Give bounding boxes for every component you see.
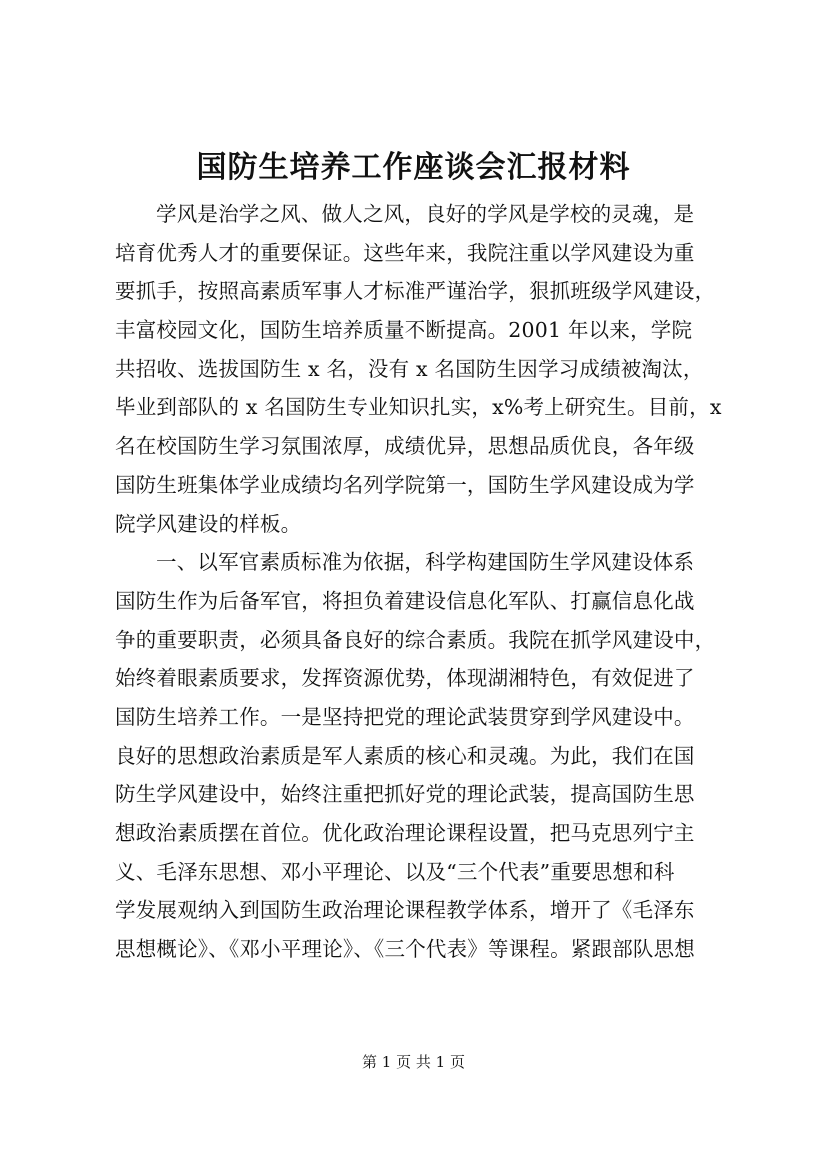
body-line: 思想概论》、《邓小平理论》、《三个代表》等课程。紧跟部队思想 — [115, 937, 695, 962]
body-line: 学发展观纳入到国防生政治理论课程教学体系，增开了《毛泽东 — [115, 898, 695, 923]
body-line: 防生学风建设中，始终注重把抓好党的理论武装，提高国防生思 — [115, 782, 695, 807]
body-line: 国防生班集体学业成绩均名列学院第一，国防生学风建设成为学 — [115, 472, 695, 497]
body-line: 丰富校园文化，国防生培养质量不断提高。2001 年以来，学院 — [115, 318, 693, 343]
section-heading: 一、以军官素质标准为依据，科学构建国防生学风建设体系 — [156, 550, 695, 575]
body-line: 义、毛泽东思想、邓小平理论、以及“三个代表”重要思想和科 — [115, 859, 675, 884]
body-line: 院学风建设的样板。 — [115, 511, 302, 536]
body-line: 培育优秀人才的重要保证。这些年来，我院注重以学风建设为重 — [115, 240, 695, 265]
body-line: 国防生作为后备军官，将担负着建设信息化军队、打赢信息化战 — [115, 588, 695, 613]
body-line: 毕业到部队的 x 名国防生专业知识扎实，x%考上研究生。目前，x — [115, 395, 722, 420]
body-line: 学风是治学之风、做人之风，良好的学风是学校的灵魂，是 — [156, 202, 695, 226]
body-line: 始终着眼素质要求，发挥资源优势，体现湖湘特色，有效促进了 — [115, 666, 695, 691]
body-line: 国防生培养工作。一是坚持把党的理论武装贯穿到学风建设中。 — [115, 704, 695, 729]
body-line: 共招收、选拔国防生 x 名，没有 x 名国防生因学习成绩被淘汰， — [115, 356, 704, 381]
body-line: 名在校国防生学习氛围浓厚，成绩优异，思想品质优良，各年级 — [115, 434, 695, 459]
document-title: 国防生培养工作座谈会汇报材料 — [196, 150, 631, 185]
document-body — [115, 195, 745, 969]
body-line: 良好的思想政治素质是军人素质的核心和灵魂。为此，我们在国 — [115, 743, 695, 768]
body-line: 想政治素质摆在首位。优化政治理论课程设置，把马克思列宁主 — [115, 821, 695, 845]
page-footer: 第 1 页 共 1 页 — [362, 1053, 465, 1071]
body-line: 争的重要职责，必须具备良好的综合素质。我院在抓学风建设中， — [115, 627, 716, 652]
body-line: 要抓手，按照高素质军事人才标准严谨治学，狠抓班级学风建设， — [115, 279, 716, 304]
